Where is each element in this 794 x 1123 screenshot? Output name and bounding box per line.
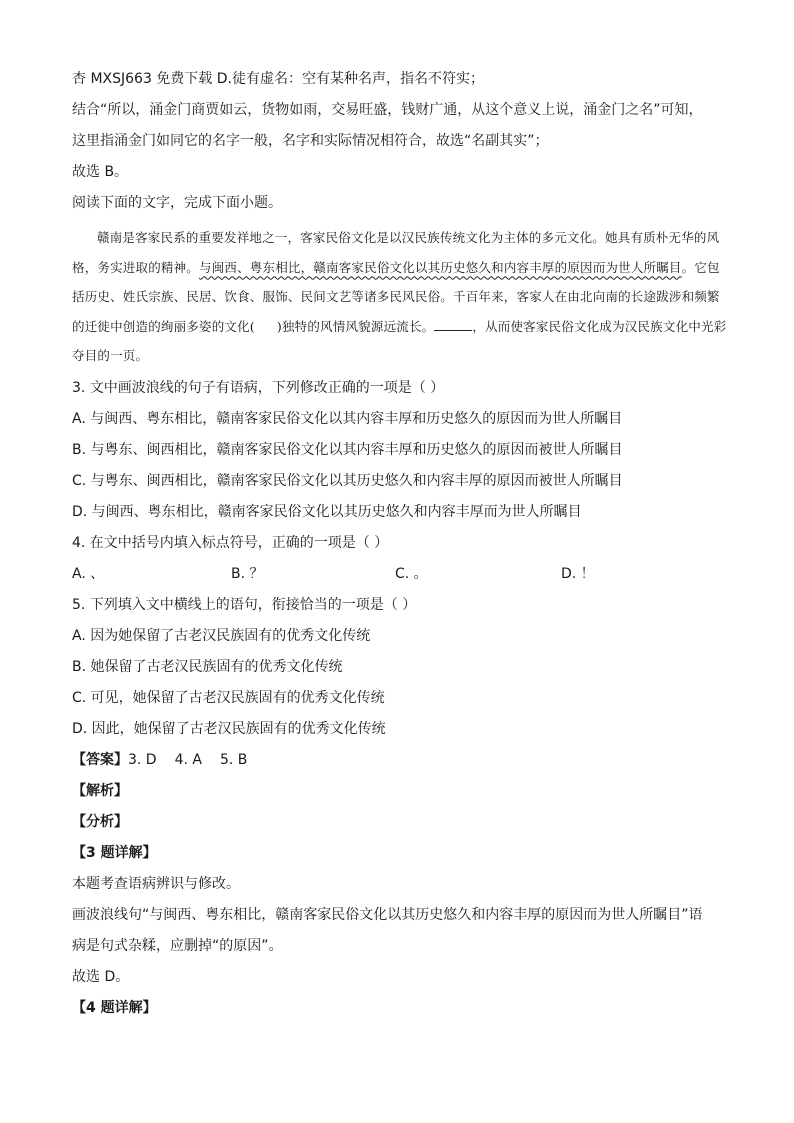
question-4-option-b: B. ？ [231, 565, 264, 582]
question-4-option-c: C. 。 [395, 565, 428, 582]
question-3-option-d: D. 与闽西、粤东相比，赣南客家民俗文化以其历史悠久和内容丰厚而为世人所瞩目 [72, 503, 582, 520]
answer-label: 【答案】 [72, 751, 128, 768]
explanation-line: 画波浪线句“与闽西、粤东相比，赣南客家民俗文化以其历史悠久和内容丰厚的原因而为世人所瞩目”语 [72, 906, 703, 923]
question-5-option-b: B. 她保留了古老汉民族固有的优秀文化传统 [72, 658, 343, 675]
text-line: 杏 MXSJ663 免费下载 D.徒有虚名：空有某种名声，指名不符实； [72, 71, 484, 87]
question-4-option-d: D. ！ [561, 565, 595, 582]
question-4-stem: 4. 在文中括号内填入标点符号，正确的一项是（ ） [72, 534, 389, 551]
answer-4: 4. A [174, 751, 202, 768]
answer-line [72, 745, 732, 776]
reading-passage [72, 223, 732, 371]
passage-text: 赣南是客家民系的重要发祥地之一，客家民俗文化是以汉民族传统文化为主体的多元文化。她具有质朴无华的风格，务实进取的精神。 [72, 230, 720, 275]
analysis-heading: 【解析】 [72, 782, 128, 799]
fill-in-blank-line [434, 318, 472, 331]
question-4-options [72, 559, 732, 590]
question-4-option-a: A. 、 [72, 565, 105, 582]
question-5-option-a: A. 因为她保留了古老汉民族固有的优秀文化传统 [72, 627, 371, 644]
breakdown-heading: 【分析】 [72, 813, 128, 830]
question-3-stem: 3. 文中画波浪线的句子有语病，下列修改正确的一项是（ ） [72, 379, 445, 396]
answer-3: 3. D [128, 751, 157, 768]
question-3-option-b: B. 与粤东、闽西相比，赣南客家民俗文化以其内容丰厚和历史悠久的原因而被世人所瞩目 [72, 441, 623, 458]
document-page [72, 64, 732, 1024]
passage-text: 。它包括历史、姓氏宗族、民居、饮食、服饰、民间文艺等诸多民风民俗。千百年来，客家人在由北向南的长途跋涉和频繁的迁徙中创造的绚丽多姿的文化( [72, 259, 720, 334]
reading-instruction: 阅读下面的文字，完成下面小题。 [72, 195, 282, 211]
explanation-line: 病是句式杂糅，应删掉“的原因”。 [72, 937, 283, 954]
wavy-underlined-sentence: 与闽西、粤东相比，赣南客家民俗文化以其历史悠久和内容丰厚的原因而为世人所瞩目 [199, 259, 682, 275]
passage-text: )独特的风情风貌源远流长。 [276, 318, 435, 334]
passage-text: ，从而使客家民俗文化成为汉民族文化中光彩夺目的一页。 [72, 318, 727, 363]
text-line: 故选 B。 [72, 164, 129, 180]
answer-5: 5. B [219, 751, 248, 768]
text-line: 这里指涌金门如同它的名字一般，名字和实际情况相符合，故选“名副其实”； [72, 133, 549, 149]
question-5-option-c: C. 可见，她保留了古老汉民族固有的优秀文化传统 [72, 689, 385, 706]
question-3-detail-heading: 【3 题详解】 [72, 844, 157, 861]
question-5-stem: 5. 下列填入文中横线上的语句，衔接恰当的一项是（ ） [72, 596, 417, 613]
explanation-line: 故选 D。 [72, 968, 130, 985]
explanation-line: 本题考查语病辨识与修改。 [72, 875, 240, 892]
text-line: 结合“所以，涌金门商贾如云，货物如雨，交易旺盛，钱财广通，从这个意义上说，涌金门之名”可知， [72, 102, 703, 118]
question-3-option-a: A. 与闽西、粤东相比，赣南客家民俗文化以其内容丰厚和历史悠久的原因而为世人所瞩目 [72, 410, 623, 427]
question-4-detail-heading: 【4 题详解】 [72, 999, 157, 1016]
question-3-option-c: C. 与粤东、闽西相比，赣南客家民俗文化以其历史悠久和内容丰厚的原因而被世人所瞩目 [72, 472, 623, 489]
question-5-option-d: D. 因此，她保留了古老汉民族固有的优秀文化传统 [72, 720, 386, 737]
